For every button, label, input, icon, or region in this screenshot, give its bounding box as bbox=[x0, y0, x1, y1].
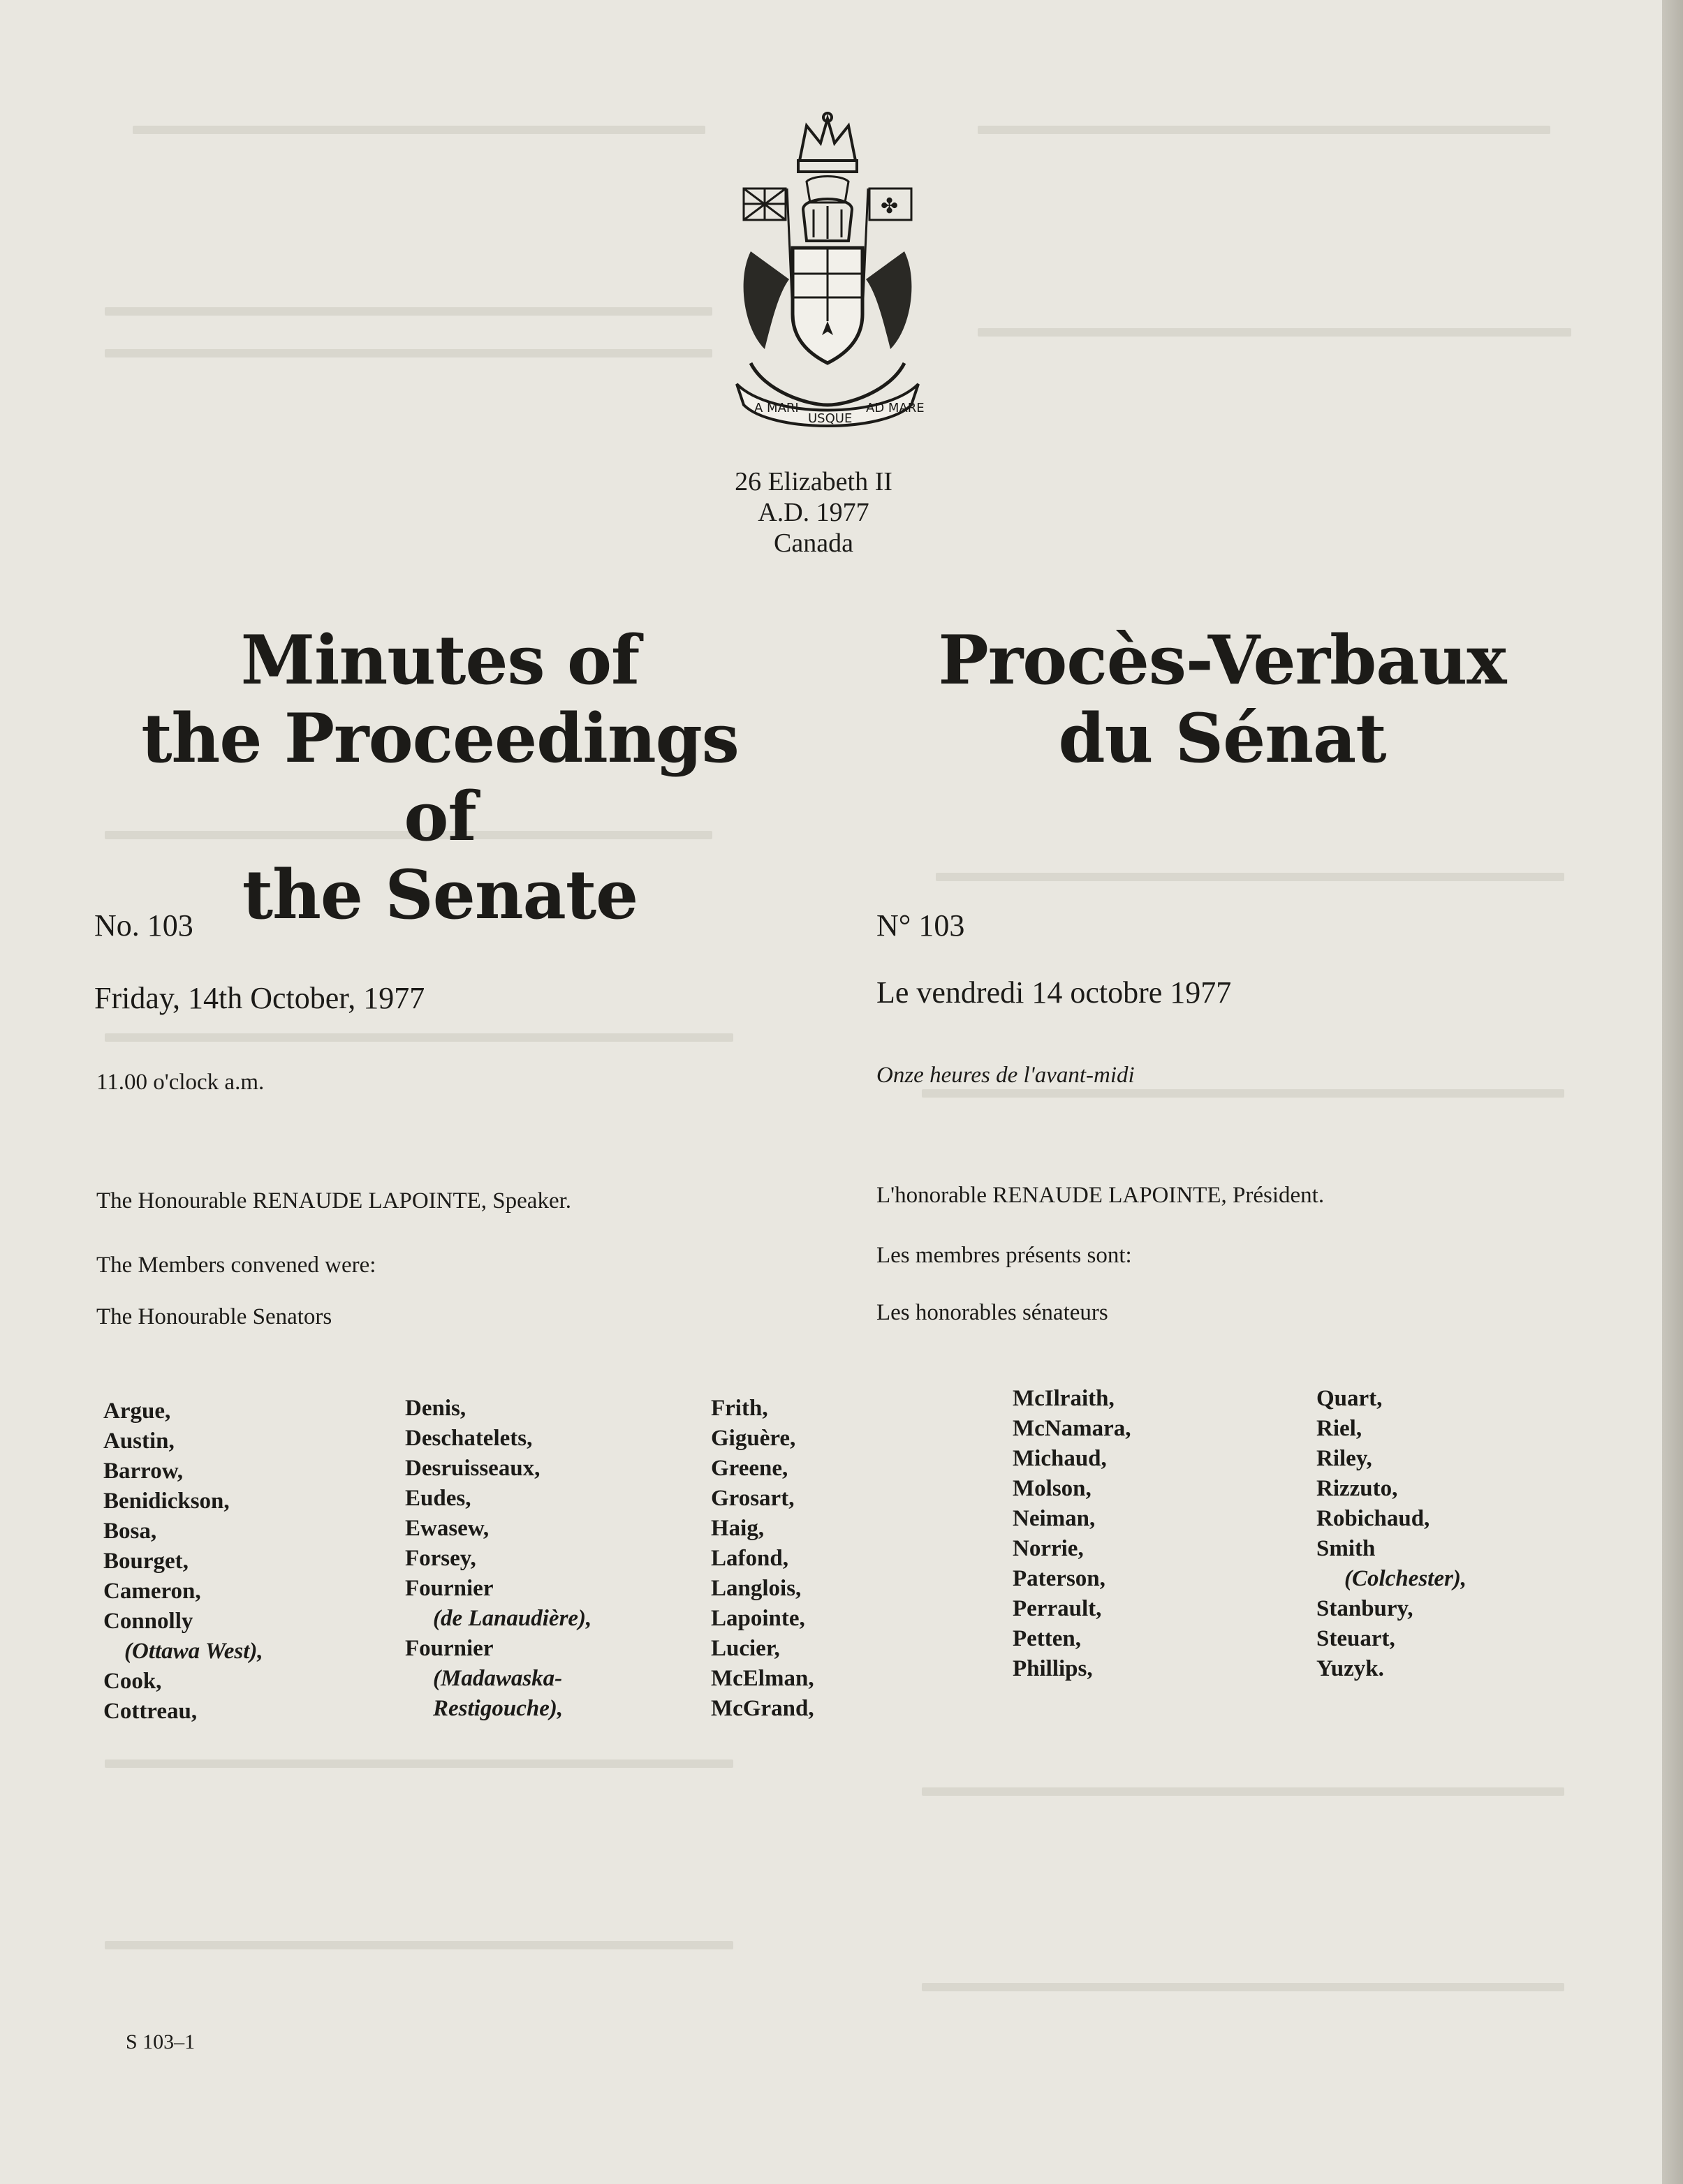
senator-name: Riley, bbox=[1316, 1446, 1372, 1471]
senator-name: Ewasew, bbox=[405, 1516, 490, 1541]
regnal-year: 26 Elizabeth II bbox=[735, 467, 892, 496]
senator-name: Giguère, bbox=[711, 1426, 796, 1451]
senator-name: Grosart, bbox=[711, 1486, 795, 1511]
senator-name: Robichaud, bbox=[1316, 1506, 1430, 1531]
senator-name: Langlois, bbox=[711, 1576, 802, 1601]
motto-right-text: AD MARE bbox=[866, 401, 925, 415]
senator-name: Michaud, bbox=[1013, 1446, 1107, 1471]
senator-name: Paterson, bbox=[1013, 1566, 1105, 1591]
senator-name: Connolly bbox=[103, 1609, 193, 1634]
senators-column-4 bbox=[1013, 1384, 1131, 1684]
motto-left-text: A MARI bbox=[754, 401, 799, 415]
english-title-line: the Senate bbox=[242, 855, 638, 934]
senator-name: Quart, bbox=[1316, 1386, 1383, 1411]
senator-name: Rizzuto, bbox=[1316, 1476, 1398, 1501]
senator-name: Greene, bbox=[711, 1456, 788, 1481]
senator-name: Lucier, bbox=[711, 1636, 780, 1661]
senator-name: Norrie, bbox=[1013, 1536, 1084, 1561]
senators-column-1 bbox=[103, 1396, 263, 1727]
senator-name: Lafond, bbox=[711, 1546, 788, 1571]
senator-name: Neiman, bbox=[1013, 1506, 1096, 1531]
senator-name: Petten, bbox=[1013, 1626, 1082, 1651]
english-time: 11.00 o'clock a.m. bbox=[96, 1070, 265, 1095]
french-title-line: du Sénat bbox=[1058, 699, 1386, 778]
french-number: N° 103 bbox=[876, 908, 965, 943]
svg-text:✤: ✤ bbox=[881, 194, 899, 219]
french-time: Onze heures de l'avant-midi bbox=[876, 1063, 1135, 1088]
senator-name: Cottreau, bbox=[103, 1699, 198, 1724]
page-code: S 103–1 bbox=[126, 2030, 196, 2053]
year: A.D. 1977 bbox=[758, 498, 869, 527]
senators-column-3 bbox=[711, 1394, 814, 1724]
senator-riding: (Colchester), bbox=[1344, 1566, 1467, 1591]
senator-name: Molson, bbox=[1013, 1476, 1092, 1501]
senator-name: Lapointe, bbox=[711, 1606, 805, 1631]
senator-name: Smith bbox=[1316, 1536, 1376, 1561]
french-title bbox=[880, 621, 1564, 778]
senator-name: Steuart, bbox=[1316, 1626, 1395, 1651]
senators-column-5 bbox=[1316, 1384, 1467, 1684]
senator-name: Denis, bbox=[405, 1396, 466, 1421]
english-speaker-line: The Honourable RENAUDE LAPOINTE, Speaker. bbox=[96, 1188, 572, 1213]
senator-name: Stanbury, bbox=[1316, 1596, 1413, 1621]
senator-name: Barrow, bbox=[103, 1459, 183, 1484]
english-title bbox=[105, 621, 775, 934]
senator-name: Haig, bbox=[711, 1516, 765, 1541]
senator-name: Fournier bbox=[405, 1636, 494, 1661]
senator-name: Bosa, bbox=[103, 1519, 157, 1544]
english-title-line: Minutes of bbox=[240, 621, 640, 700]
senator-riding: (Ottawa West), bbox=[124, 1639, 263, 1664]
senator-name: Eudes, bbox=[405, 1486, 471, 1511]
senator-name: Fournier bbox=[405, 1576, 494, 1601]
senator-name: Argue, bbox=[103, 1399, 171, 1424]
senator-name: Cameron, bbox=[103, 1579, 201, 1604]
english-senators-line: The Honourable Senators bbox=[96, 1304, 332, 1329]
english-number: No. 103 bbox=[94, 908, 193, 943]
senator-name: Forsey, bbox=[405, 1546, 476, 1571]
senator-name: Perrault, bbox=[1013, 1596, 1102, 1621]
senator-name: McElman, bbox=[711, 1666, 814, 1691]
french-speaker-line: L'honorable RENAUDE LAPOINTE, Président. bbox=[876, 1183, 1325, 1208]
senator-name: Cook, bbox=[103, 1669, 162, 1694]
senator-name: Frith, bbox=[711, 1396, 768, 1421]
senator-name: McIlraith, bbox=[1013, 1386, 1115, 1411]
senator-name: Austin, bbox=[103, 1429, 175, 1454]
senator-riding: Restigouche), bbox=[433, 1696, 564, 1721]
senator-name: Bourget, bbox=[103, 1549, 189, 1574]
senator-name: Riel, bbox=[1316, 1416, 1362, 1441]
motto-center-text: USQUE bbox=[808, 411, 853, 426]
senator-name: McGrand, bbox=[711, 1696, 814, 1721]
senator-name: Yuzyk. bbox=[1316, 1656, 1384, 1681]
page-edge-shadow bbox=[1662, 0, 1683, 2184]
french-title-line: Procès-Verbaux bbox=[938, 621, 1506, 700]
senator-name: Deschatelets, bbox=[405, 1426, 533, 1451]
senator-riding: (Madawaska- bbox=[433, 1666, 563, 1691]
french-senators-line: Les honorables sénateurs bbox=[876, 1300, 1108, 1325]
english-date: Friday, 14th October, 1977 bbox=[94, 981, 425, 1015]
english-title-line: the Proceedings of bbox=[141, 699, 739, 856]
senator-name: McNamara, bbox=[1013, 1416, 1131, 1441]
french-members-line: Les membres présents sont: bbox=[876, 1243, 1132, 1268]
coat-of-arms-emblem bbox=[723, 112, 932, 440]
english-members-line: The Members convened were: bbox=[96, 1253, 376, 1278]
french-date: Le vendredi 14 octobre 1977 bbox=[876, 975, 1232, 1010]
senator-name: Benidickson, bbox=[103, 1489, 230, 1514]
senator-name: Desruisseaux, bbox=[405, 1456, 541, 1481]
senator-riding: (de Lanaudière), bbox=[433, 1606, 592, 1631]
country: Canada bbox=[774, 529, 853, 558]
senators-column-2 bbox=[405, 1394, 591, 1724]
senator-name: Phillips, bbox=[1013, 1656, 1093, 1681]
header-block bbox=[709, 466, 918, 559]
